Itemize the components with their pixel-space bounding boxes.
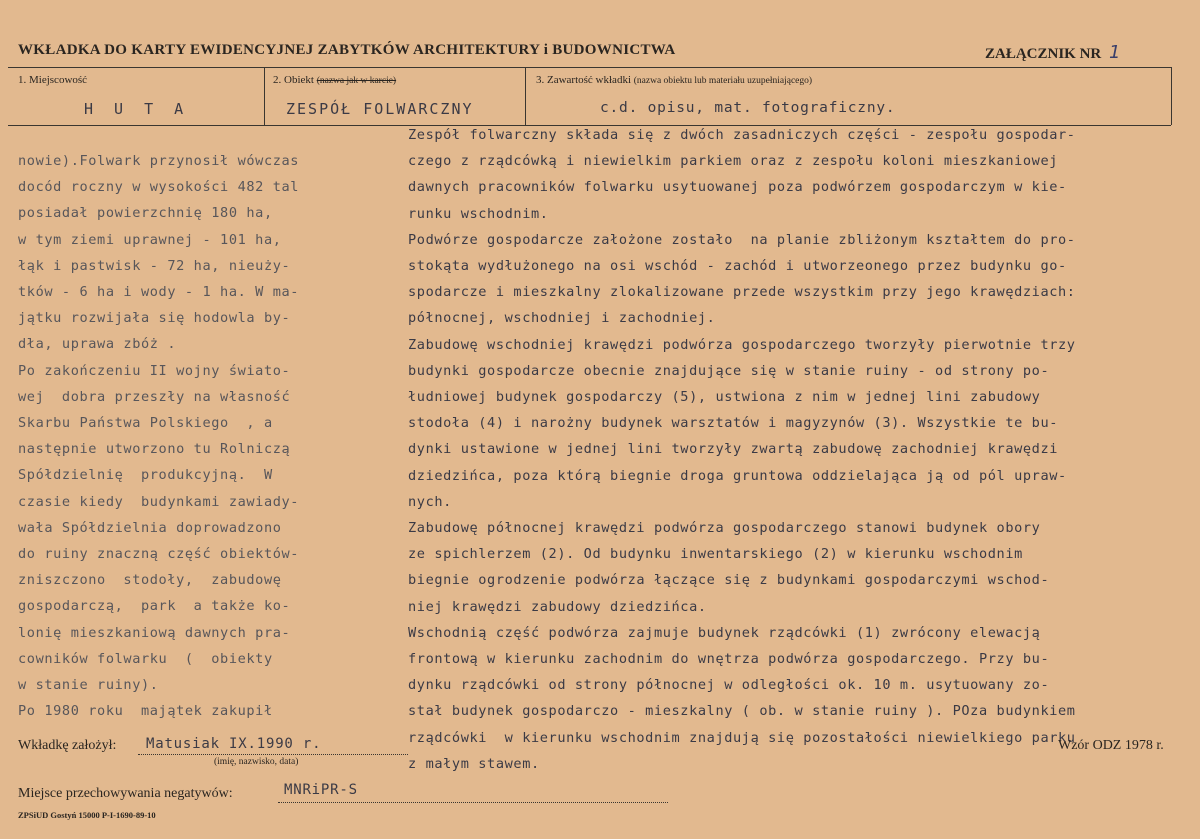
side-text-line: Po zakończeniu II wojny świato-: [18, 362, 291, 379]
main-text-line: północnej, wschodniej i zachodniej.: [408, 310, 716, 327]
side-text-line: łąk i pastwisk - 72 ha, nieuży-: [18, 257, 291, 274]
side-text-line: w tym ziemi uprawnej - 101 ha,: [18, 231, 282, 248]
content-value: c.d. opisu, mat. fotograficzny.: [600, 100, 896, 116]
content-label-prefix: 3. Zawartość wkładki: [536, 74, 631, 86]
template-version: Wzór ODZ 1978 r.: [1058, 738, 1164, 753]
side-text-column: [18, 148, 390, 724]
negatives-value: MNRiPR-S: [284, 782, 358, 798]
side-text-line: cowników folwarku ( obiekty: [18, 650, 273, 667]
main-text-line: Zespół folwarczny składa się z dwóch zasadniczych części - zespołu gospodar-: [408, 127, 1076, 143]
negatives-label: Miejsce przechowywania negatywów:: [18, 786, 233, 801]
place-label: 1. Miejscowość: [18, 74, 88, 86]
side-text-line: zniszczono stodoły, zabudowę: [18, 572, 282, 589]
main-text-line: budynki gospodarcze obecnie znajdujące się w stanie ruiny - od strony po-: [408, 362, 1050, 379]
side-text-line: Skarbu Państwa Polskiego , a: [18, 415, 273, 432]
side-text-line: nowie).Folwark przynosił wówczas: [18, 153, 300, 169]
main-text-column: [408, 122, 1190, 777]
main-text-line: dawnych pracowników folwarku usytuowanej poza podwórzem gospodarczym w kie-: [408, 179, 1067, 196]
main-text-line: stał budynek gospodarczo - mieszkalny ( ob. w stanie ruiny ). POza budynkiem: [408, 703, 1076, 720]
founder-value: Matusiak IX.1990 r.: [146, 736, 322, 752]
main-text-line: dziedzińca, poza którą biegnie droga gruntowa oddzielająca ją od pól upraw-: [408, 467, 1067, 484]
side-text-line: dła, uprawa zbóż .: [18, 336, 177, 353]
field-divider-1: [264, 67, 265, 125]
side-text-line: następnie utworzono tu Rolniczą: [18, 441, 291, 458]
side-text-line: lonię mieszkaniową dawnych pra-: [18, 624, 291, 641]
side-text-line: tków - 6 ha i wody - 1 ha. W ma-: [18, 284, 300, 301]
main-text-line: dynku rządcówki od strony północnej w odległości ok. 10 m. usytuowany zo-: [408, 677, 1050, 694]
object-label-prefix: 2. Obiekt: [273, 74, 314, 86]
main-text-line: dynki ustawione w jednej lini tworzyły zwartą zabudowę zachodniej krawędzi: [408, 441, 1059, 458]
field-divider-2: [525, 67, 526, 125]
main-text-line: z małym stawem.: [408, 755, 540, 772]
main-text-line: stokąta wydłużonego na osi wschód - zachód i utworzeonego przez budynku go-: [408, 258, 1067, 275]
main-text-line: stodoła (4) i narożny budynek warsztatów i magyzynów (3). Wszystkie te bu-: [408, 415, 1059, 432]
side-text-line: w stanie ruiny).: [18, 677, 159, 694]
main-text-line: niej krawędzi zabudowy dziedzińca.: [408, 598, 707, 615]
side-text-line: jątku rozwijała się hodowla by-: [18, 310, 291, 327]
main-text-line: Podwórze gospodarcze założone zostało na planie zbliżonym kształtem do pro-: [408, 231, 1076, 248]
main-text-line: Zabudowę północnej krawędzi podwórza gospodarczego stanowi budynek obory: [408, 520, 1041, 537]
founder-caption: (imię, nazwisko, data): [214, 757, 299, 767]
side-text-line: wała Spółdzielnia doprowadzono: [18, 519, 282, 536]
printer-imprint: ZPSiUD Gostyń 15000 P-I-1690-89-10: [18, 810, 156, 820]
side-text-line: Spółdzielnię produkcyjną. W: [18, 467, 273, 484]
founder-label: Wkładkę założył:: [18, 738, 117, 753]
form-title: WKŁADKA DO KARTY EWIDENCYJNEJ ZABYTKÓW ARCHITEKTURY i BUDOWNICTWA: [18, 42, 676, 58]
object-value: ZESPÓŁ FOLWARCZNY: [286, 100, 474, 118]
main-text-line: nych.: [408, 493, 452, 510]
side-text-line: wej dobra przeszły na własność: [18, 388, 291, 405]
side-text-line: czasie kiedy budynkami zawiady-: [18, 493, 300, 510]
attachment-label-text: ZAŁĄCZNIK NR: [985, 46, 1102, 62]
content-label-paren: (nazwa obiektu lub materiału uzupełniającego): [633, 76, 813, 86]
main-text-line: spodarcze i mieszkalny zlokalizowane przede wszystkim przy jego krawędziach:: [408, 284, 1076, 301]
side-text-line: gospodarczą, park a także ko-: [18, 598, 291, 615]
content-label: [536, 74, 812, 86]
side-text-line: Po 1980 roku majątek zakupił: [18, 703, 273, 720]
side-text-line: do ruiny znaczną część obiektów-: [18, 546, 300, 563]
attachment-label: [985, 42, 1120, 63]
main-text-line: ze spichlerzem (2). Od budynku inwentarskiego (2) w kierunku wschodnim: [408, 546, 1023, 563]
main-text-line: runku wschodnim.: [408, 205, 549, 222]
main-text-line: Zabudowę wschodniej krawędzi podwórza gospodarczego tworzyły pierwotnie trzy: [408, 336, 1076, 353]
main-text-line: łudniowej budynek gospodarczy (5), ustwiona z nim w jednej lini zabudowy: [408, 389, 1041, 406]
main-text-line: biegnie ogrodzenie podwórza łączące się z budynkami gospodarczymi wschod-: [408, 572, 1050, 589]
side-text-line: posiadał powierzchnię 180 ha,: [18, 205, 273, 222]
main-text-line: frontową w kierunku zachodnim do wnętrza podwórza gospodarczego. Przy bu-: [408, 651, 1050, 668]
side-text-line: docód roczny w wysokości 482 tal: [18, 179, 300, 196]
main-text-line: Wschodnią część podwórza zajmuje budynek rządcówki (1) zwrócony elewacją: [408, 624, 1041, 641]
main-text-line: czego z rządcówką i niewielkim parkiem oraz z zespołu koloni mieszkaniowej: [408, 153, 1059, 170]
object-label-paren: (nazwa jak w karcie): [316, 76, 397, 86]
place-value: H U T A: [84, 100, 190, 118]
main-text-line: rządcówki w kierunku wschodnim znajdują się pozostałości niewielkiego parku: [408, 729, 1076, 746]
header-top-rule: [8, 67, 1171, 68]
field-divider-3: [1171, 67, 1172, 125]
object-label: [273, 74, 396, 86]
attachment-number: 1: [1109, 42, 1121, 63]
